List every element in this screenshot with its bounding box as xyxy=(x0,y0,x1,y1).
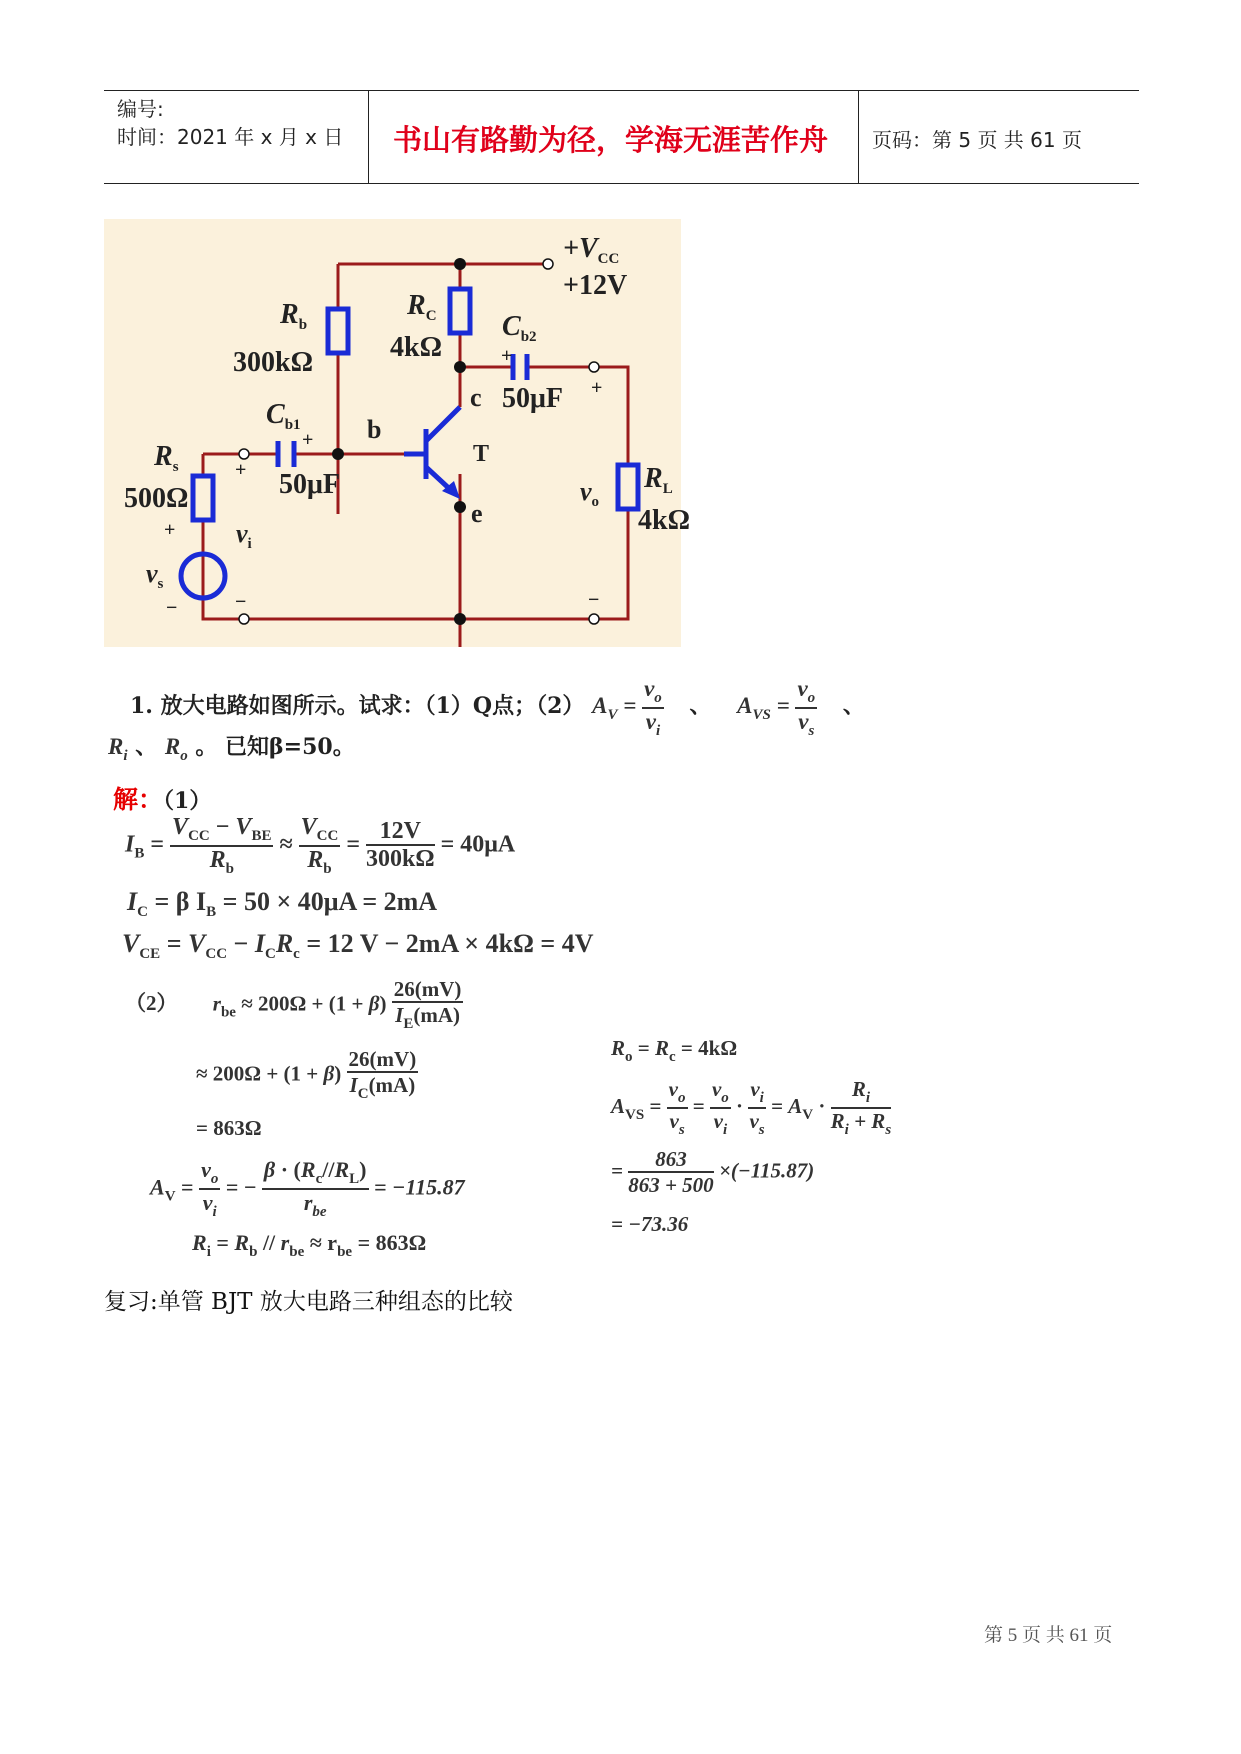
node-dot-c xyxy=(454,361,466,373)
node-dot-vcc xyxy=(454,258,466,270)
terminal-vo-plus xyxy=(589,362,599,372)
equation-vce: $V_{CE} = V_{CC} - I_CR_c = 12$ V − 2mA × 4kΩ = 4V xyxy=(122,929,594,962)
header-divider-left xyxy=(368,90,369,183)
header-page-label: 页码：第 5 页 共 61 页 xyxy=(872,128,1082,152)
label-rb: $R_b$ xyxy=(280,299,308,333)
label-node-c: c xyxy=(470,383,482,412)
header-divider-right xyxy=(858,90,859,183)
page-footer: 第 5 页 共 61 页 xyxy=(984,1625,1113,1646)
equation-ib: $I_B$ = $\frac{V_{CC} - V_{BE}}{R_b}$ ≈ $\frac{V_{CC}}{R_b}$ = $\frac{12V}{300k\Omega}$ = 40μA xyxy=(125,814,516,877)
label-rc-value: 4kΩ xyxy=(390,332,442,363)
label-node-b: b xyxy=(367,415,382,444)
label-minus-vs: − xyxy=(166,597,178,619)
header-bottom-rule xyxy=(104,183,1139,184)
problem-given: 。 已知β=50。 xyxy=(195,734,355,760)
header-time-label: 时间：2021 年 x 月 x 日 xyxy=(117,125,344,149)
solution-label: 解： xyxy=(113,785,164,814)
separator-1: 、 xyxy=(689,693,712,720)
label-rs-value: 500Ω xyxy=(124,483,189,514)
header-number-label: 编号: xyxy=(117,97,164,121)
label-plus-cb1: + xyxy=(302,429,314,451)
label-vo: $v_o$ xyxy=(580,477,600,510)
label-vi: $v_i$ xyxy=(236,519,252,552)
terminal-vo-minus xyxy=(589,614,599,624)
label-plus-cb2: + xyxy=(501,345,513,367)
equation-ri: $R_i = R_b // r_{be} \approx r_{be} = 863\Omega$ xyxy=(192,1230,427,1260)
avs-definition: $A_{VS}$ = $\frac{v_o}{v_s}$ xyxy=(737,676,816,739)
problem-text: 1. 放大电路如图所示。试求：（1）Q点；（2） xyxy=(130,693,585,720)
equation-ic: $I_C = \beta$ $I_B = 50 \times 40\mu A = 2mA$ xyxy=(127,887,438,920)
terminal-vi-plus xyxy=(239,449,249,459)
review-heading: 复习:单管 BJT 放大电路三种组态的比较 xyxy=(104,1289,513,1315)
label-node-e: e xyxy=(471,499,483,528)
equation-rbe-ic: ≈ 200Ω + (1 + β) $\frac{26(mV)}{I_C(mA)}$ xyxy=(196,1047,417,1103)
equation-rbe: （2） $r_{be} \approx 200\Omega + (1 + \beta)$ $\frac{26(mV)}{I_E(mA)}$ xyxy=(125,977,462,1033)
amplifier-circuit-diagram xyxy=(104,219,690,647)
label-minus-vi: − xyxy=(235,591,247,613)
resistor-rl-symbol xyxy=(618,465,638,509)
label-cb1-value: 50μF xyxy=(279,469,340,500)
terminal-vi-minus xyxy=(239,614,249,624)
label-vs: $v_s$ xyxy=(146,559,164,592)
header-motto: 书山有路勤为径，学海无涯苦作舟 xyxy=(393,123,829,157)
equation-rbe-result: = 863Ω xyxy=(196,1116,262,1140)
label-plus-vi: + xyxy=(235,459,247,481)
label-rs: $R_s$ xyxy=(154,441,179,475)
capacitor-cb2-symbol xyxy=(513,354,527,380)
label-plus-vo: + xyxy=(591,377,603,399)
label-rl-value: 4kΩ xyxy=(638,505,690,536)
equation-av: $A_V$ = $\frac{v_o}{v_i}$ = − $\frac{\beta \cdot (R_c//R_L)}{r_{be}}$ = −115.87 xyxy=(150,1157,465,1220)
equation-ro: $R_o = R_c = 4k\Omega$ xyxy=(611,1036,738,1065)
av-definition: $A_V$ = $\frac{v_o}{v_i}$ xyxy=(592,676,662,739)
label-cb2: $C_{b2}$ xyxy=(502,311,537,345)
terminal-vcc xyxy=(543,259,553,269)
label-vcc-value: +12V xyxy=(563,270,628,301)
problem-line-2: $R_i$ 、 $R_o$ 。 已知β=50。 xyxy=(108,734,355,764)
header-top-rule xyxy=(104,90,1139,91)
equation-avs-numeric: = $\frac{863}{863 + 500}$ ×(−115.87) xyxy=(611,1147,815,1198)
capacitor-cb1-symbol xyxy=(278,441,294,467)
transistor-symbol xyxy=(404,407,460,499)
node-dot-b xyxy=(332,448,344,460)
node-dot-ground xyxy=(454,613,466,625)
junction-dots xyxy=(332,258,466,625)
label-transistor-t: T xyxy=(473,441,490,467)
label-rb-value: 300kΩ xyxy=(233,347,313,378)
solution-heading: 解：（1） xyxy=(113,785,212,814)
node-dot-e xyxy=(454,501,466,513)
label-rl: $R_L$ xyxy=(644,463,673,497)
label-plus-vs: + xyxy=(164,519,176,541)
separator-2: 、 xyxy=(842,693,865,720)
equation-avs-result: = −73.36 xyxy=(611,1212,689,1236)
equation-avs: $A_{VS}$ = $\frac{v_o}{v_s}$ = $\frac{v_o}{v_i}$ · $\frac{v_i}{v_s}$ = $A_V$ · $\frac{R_i}{R_i + R_s}$ xyxy=(611,1077,892,1138)
resistor-rc-symbol xyxy=(450,289,470,333)
label-minus-vo: − xyxy=(588,589,600,611)
resistor-rs-symbol xyxy=(193,476,213,520)
label-rc: $R_C$ xyxy=(407,290,437,324)
label-cb1: $C_{b1}$ xyxy=(266,399,301,433)
label-cb2-value: 50μF xyxy=(502,383,563,414)
label-vcc: $+V_{CC}$ xyxy=(563,233,620,267)
resistor-rb-symbol xyxy=(328,309,348,353)
